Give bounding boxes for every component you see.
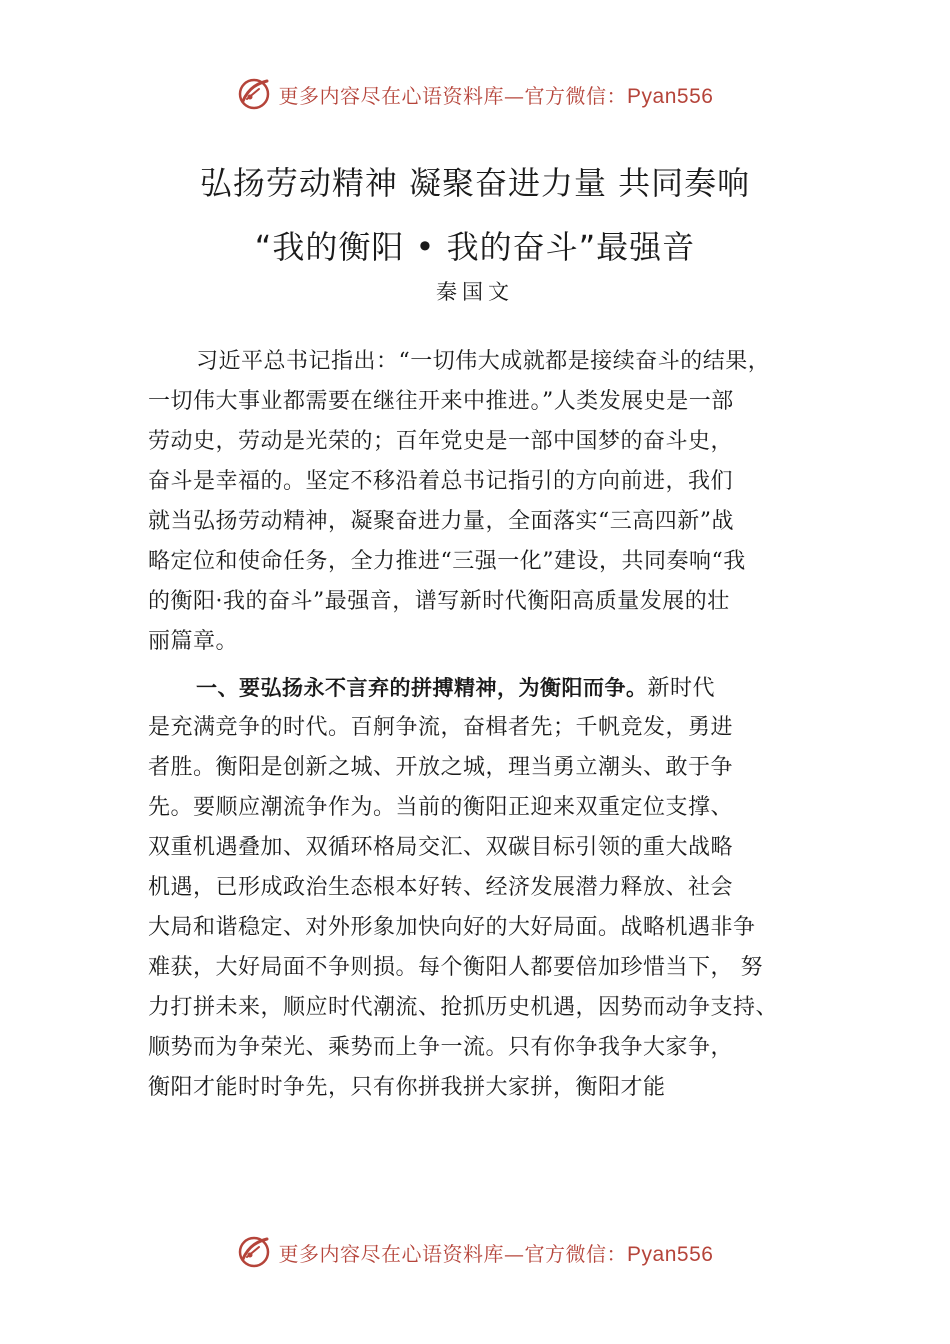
section-heading-bold: 一、要弘扬永不言弃的拼搏精神，为衡阳而争。 [196, 676, 648, 700]
paragraph-2 [148, 668, 838, 1108]
banner-text: 更多内容尽在心语资料库—官方微信：Pyan556 [278, 83, 714, 108]
paragraph-line: 双重机遇叠加、双循环格局交汇、双碳目标引领的重大战略 [148, 835, 734, 860]
paragraph-line: 习近平总书记指出：“一切伟大成就都是接续奋斗的结果， [196, 349, 771, 374]
paragraph-line: 力打拼未来，顺应时代潮流、抢抓历史机遇，因势而动争支持、 [148, 995, 779, 1020]
paragraph-line: 略定位和使命任务，全力推进“三强一化”建设，共同奏响“我 [148, 549, 746, 574]
top-watermark-banner [0, 72, 950, 116]
banner-text: 更多内容尽在心语资料库—官方微信：Pyan556 [278, 1241, 714, 1266]
paragraph-line-rest: 新时代 [647, 676, 716, 701]
paragraph-line: 顺势而为争荣光、乘势而上争一流。只有你争我争大家争， [148, 1035, 734, 1060]
document-title-line-1: 弘扬劳动精神 凝聚奋进力量 共同奏响 [199, 164, 751, 202]
paragraph-line: 丽篇章。 [148, 629, 239, 654]
paragraph-line: 机遇，已形成政治生态根本好转、经济发展潜力释放、社会 [148, 875, 734, 900]
author-name: 秦国文 [436, 280, 514, 304]
paragraph-line: 先。要顺应潮流争作为。当前的衡阳正迎来双重定位支撑、 [148, 795, 734, 820]
paragraph-first-line [148, 668, 838, 708]
paragraph-line: 奋斗是幸福的。坚定不移沿着总书记指引的方向前进，我们 [148, 469, 734, 494]
paragraph-1 [148, 342, 838, 662]
banner-wechat-id: Pyan556 [627, 1242, 714, 1266]
brush-circle-logo-icon [237, 77, 271, 111]
brush-circle-logo-icon [237, 1235, 271, 1269]
paragraph-line: 难获，大好局面不争则损。每个衡阳人都要倍加珍惜当下， 努 [148, 955, 763, 980]
paragraph-line: 衡阳才能时时争先，只有你拼我拼大家拼，衡阳才能 [148, 1075, 666, 1100]
document-title-line-2: “我的衡阳 • 我的奋斗”最强音 [254, 228, 696, 266]
paragraph-line: 者胜。衡阳是创新之城、开放之城，理当勇立潮头、敢于争 [148, 755, 734, 780]
paragraph-line: 一切伟大事业都需要在继往开来中推进。”人类发展史是一部 [148, 389, 734, 414]
paragraph-line: 劳动史，劳动是光荣的；百年党史是一部中国梦的奋斗史， [148, 429, 734, 454]
paragraph-line: 大局和谐稳定、对外形象加快向好的大好局面。战略机遇非争 [148, 915, 756, 940]
bottom-watermark-banner [0, 1230, 950, 1274]
paragraph-line: 就当弘扬劳动精神，凝聚奋进力量，全面落实“三高四新”战 [148, 509, 734, 534]
paragraph-line: 的衡阳·我的奋斗”最强音，谱写新时代衡阳高质量发展的壮 [148, 589, 730, 614]
banner-wechat-id: Pyan556 [627, 84, 714, 108]
paragraph-line: 是充满竞争的时代。百舸争流，奋楫者先；千帆竞发，勇进 [148, 715, 734, 740]
